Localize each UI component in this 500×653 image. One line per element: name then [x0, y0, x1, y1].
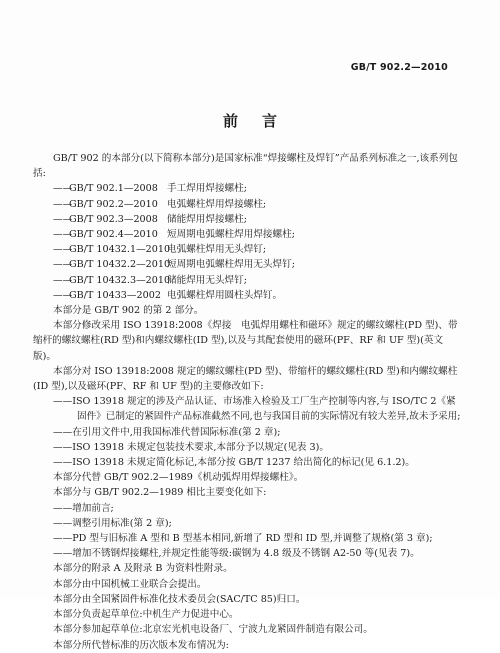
standard-number: GB/T 902.2—2010	[69, 198, 158, 210]
list-item	[33, 181, 463, 196]
list-item	[33, 242, 463, 257]
closing-line: 本部分由中国机械工业联合会提出。	[53, 578, 207, 590]
list-item: ——PD 型与旧标准 A 型和 B 型基本相同,新增了 RD 型和 ID 型,并调整了规格(第 3 章);	[53, 533, 433, 545]
closing-line: 本部分的附录 A 及附录 B 为资料性附录。	[53, 563, 233, 575]
list-dash: ——	[53, 259, 73, 271]
replaces-paragraph: 本部分代替 GB/T 902.2—1989《机动弧焊用焊接螺柱》。	[53, 472, 304, 484]
page-title: 前言	[222, 112, 301, 130]
standard-number: GB/T 902.1—2008	[69, 183, 158, 195]
closing-line: 本部分参加起草单位:北京宏光机电设备厂、宁波九龙紧固件制造有限公司。	[53, 624, 373, 636]
list-item	[33, 288, 463, 303]
foreword-body	[33, 151, 463, 653]
list-item: ——增加前言;	[53, 502, 114, 514]
standard-number: GB/T 10433—2002	[69, 289, 161, 301]
list-item: ——ISO 13918 规定的涉及产品认证、市场准入检验及工厂生产控制等内容,与 ISO/TC 2《紧固件》已制定的紧固件产品标准截然不同,也与我国目前的实际情况有较大差异,故未予采用;	[53, 396, 461, 423]
standard-code: GB/T 902.2—2010	[350, 62, 448, 73]
list-dash: ——	[53, 229, 73, 241]
standard-name: 电弧螺柱焊用焊接螺柱;	[167, 198, 267, 210]
modify-intro-paragraph: 本部分对 ISO 13918:2008 规定的螺纹螺柱(PD 型)、带缩杆的螺纹螺柱(RD 型)和内螺纹螺柱(ID 型),以及磁环(PF、RF 和 UF 型)的主要修改如下:	[33, 365, 458, 393]
part-note: 本部分是 GB/T 902 的第 2 部分。	[53, 305, 204, 317]
standard-number: GB/T 10432.3—2010	[69, 274, 171, 286]
changes-intro: 本部分与 GB/T 902.2—1989 相比主要变化如下:	[53, 487, 267, 499]
list-item	[33, 197, 463, 212]
closing-line: 本部分所代替标准的历次版本发布情况为:	[53, 639, 229, 651]
modify-adopt-paragraph: 本部分修改采用 ISO 13918:2008《焊接 电弧焊用螺柱和磁环》规定的螺纹螺柱(PD 型)、带缩杆的螺纹螺柱(RD 型)和内螺纹螺柱(ID 型),以及与其配套使用的磁环(PF、RF 和 UF 型)(英文版)。	[33, 320, 458, 362]
standard-name: 电弧螺柱焊用无头焊钉;	[167, 244, 267, 256]
list-item	[33, 227, 463, 242]
list-dash: ——	[53, 198, 73, 210]
list-dash: ——	[53, 244, 73, 256]
list-dash: ——	[53, 274, 73, 286]
standard-name: 短周期电弧螺柱焊用无头焊钉;	[167, 259, 295, 271]
list-item: ——在引用文件中,用我国标准代替国际标准(第 2 章);	[53, 426, 281, 438]
list-item: ——增加不锈钢焊接螺柱,并规定性能等级:碳钢为 4.8 级及不锈钢 A2-50 等(见表 7)。	[53, 548, 420, 560]
list-item	[33, 212, 463, 227]
closing-line: 本部分由全国紧固件标准化技术委员会(SAC/TC 85)归口。	[53, 593, 306, 605]
standard-name: 储能焊用无头焊钉;	[167, 274, 247, 286]
list-dash: ——	[53, 183, 73, 195]
list-item: ——调整引用标准(第 2 章);	[53, 517, 172, 529]
standard-number: GB/T 10432.2—2010	[69, 259, 171, 271]
intro-paragraph: GB/T 902 的本部分(以下简称本部分)是国家标准“焊接螺柱及焊钉”产品系列标准之一,该系列包括:	[33, 153, 458, 180]
list-item: ——ISO 13918 未规定包装技术要求,本部分予以规定(见表 3)。	[53, 441, 330, 453]
list-item: ——ISO 13918 未规定简化标记,本部分按 GB/T 1237 给出简化的标记(见 6.1.2)。	[53, 457, 415, 469]
standard-name: 短周期电弧螺柱焊用焊接螺柱;	[167, 229, 295, 241]
standard-name: 储能焊用焊接螺柱;	[167, 213, 247, 225]
standard-number: GB/T 10432.1—2010	[69, 244, 171, 256]
standard-name: 手工焊用焊接螺柱;	[167, 183, 247, 195]
modifications-list	[33, 394, 463, 470]
list-item	[33, 273, 463, 288]
standard-number: GB/T 902.3—2008	[69, 213, 158, 225]
closing-line: 本部分负责起草单位:中机生产力促进中心。	[53, 609, 239, 621]
list-item	[33, 257, 463, 272]
series-list	[33, 181, 463, 303]
changes-list	[33, 501, 463, 562]
standard-name: 电弧螺柱焊用圆柱头焊钉。	[167, 289, 283, 301]
standard-number: GB/T 902.4—2010	[69, 229, 158, 241]
closing-notes	[33, 561, 463, 652]
list-dash: ——	[53, 289, 73, 301]
list-dash: ——	[53, 213, 73, 225]
